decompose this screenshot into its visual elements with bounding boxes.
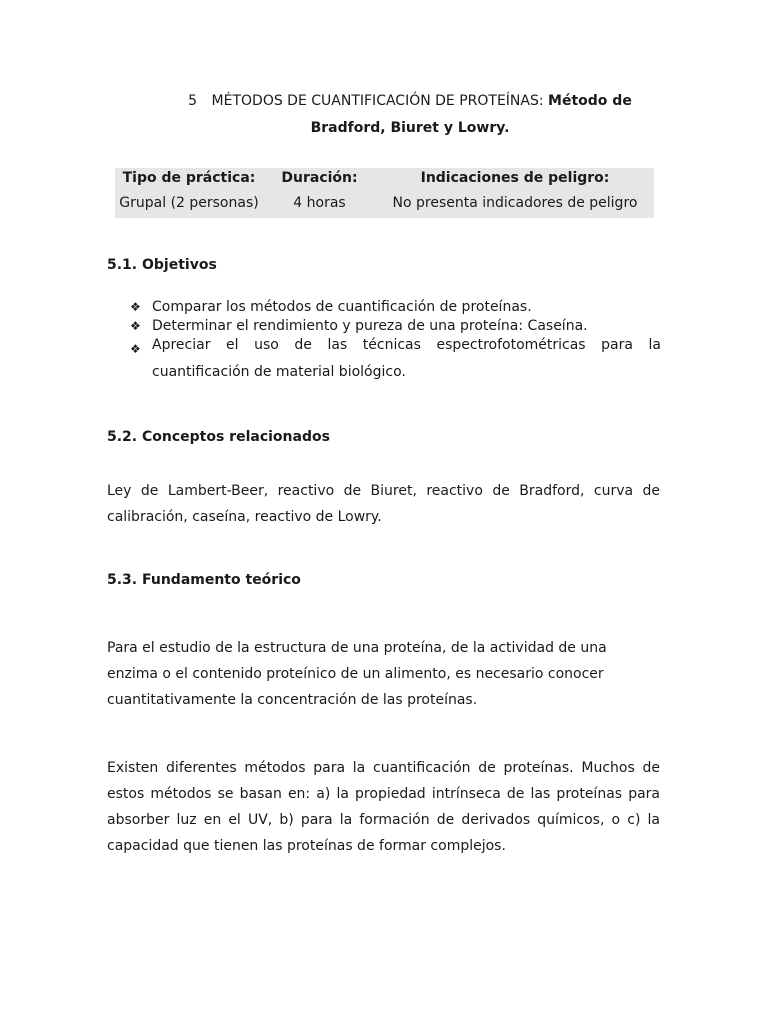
cell-duracion: 4 horas bbox=[293, 195, 346, 211]
diamond-bullet-icon: ❖ bbox=[130, 319, 141, 333]
header-tipo: Tipo de práctica: bbox=[122, 170, 256, 186]
fundamento-paragraph-1: Para el estudio de la estructura de una proteína, de la actividad de una enzima o el contenido proteínico de un alimento, es necesario conocer cuantitativamente la concentración de las proteínas. bbox=[107, 640, 607, 708]
objective-text: Apreciar el uso de las técnicas espectrofotométricas para la cuantificación de material biológico. bbox=[152, 337, 661, 380]
chapter-number: 5 bbox=[188, 93, 198, 109]
objective-text: Comparar los métodos de cuantificación de proteínas. bbox=[152, 299, 532, 315]
cell-indicaciones: No presenta indicadores de peligro bbox=[392, 195, 638, 211]
header-duracion: Duración: bbox=[281, 170, 358, 186]
chapter-title bbox=[150, 88, 670, 142]
practice-info-row bbox=[115, 190, 654, 218]
conceptos-paragraph: Ley de Lambert-Beer, reactivo de Biuret, reactivo de Bradford, curva de calibración, caseína, reactivo de Lowry. bbox=[107, 483, 660, 525]
header-indicaciones: Indicaciones de peligro: bbox=[420, 170, 610, 186]
section-heading-objetivos: 5.1. Objetivos bbox=[107, 257, 217, 273]
list-item bbox=[130, 298, 661, 317]
diamond-bullet-icon: ❖ bbox=[130, 300, 141, 314]
practice-info-table bbox=[115, 168, 654, 218]
chapter-title-main: MÉTODOS DE CUANTIFICACIÓN DE PROTEÍNAS: bbox=[211, 93, 544, 109]
diamond-bullet-icon: ❖ bbox=[130, 342, 141, 356]
cell-tipo: Grupal (2 personas) bbox=[119, 195, 259, 211]
objective-text: Determinar el rendimiento y pureza de una proteína: Caseína. bbox=[152, 318, 588, 334]
section-heading-fundamento: 5.3. Fundamento teórico bbox=[107, 572, 301, 588]
list-item bbox=[130, 332, 661, 386]
chapter-title-methods: Método de bbox=[548, 93, 632, 109]
chapter-title-methods-cont: Bradford, Biuret y Lowry. bbox=[310, 120, 510, 136]
objectives-list bbox=[130, 298, 661, 386]
fundamento-paragraph-2: Existen diferentes métodos para la cuantificación de proteínas. Muchos de estos métodos se basan en: a) la propiedad intrínseca de las proteínas para absorber luz en el UV, b) para la formación de derivados químicos, o c) la capacidad que tienen las proteínas de formar complejos. bbox=[107, 760, 660, 854]
practice-info-header-row bbox=[115, 168, 654, 190]
section-heading-conceptos: 5.2. Conceptos relacionados bbox=[107, 429, 330, 445]
